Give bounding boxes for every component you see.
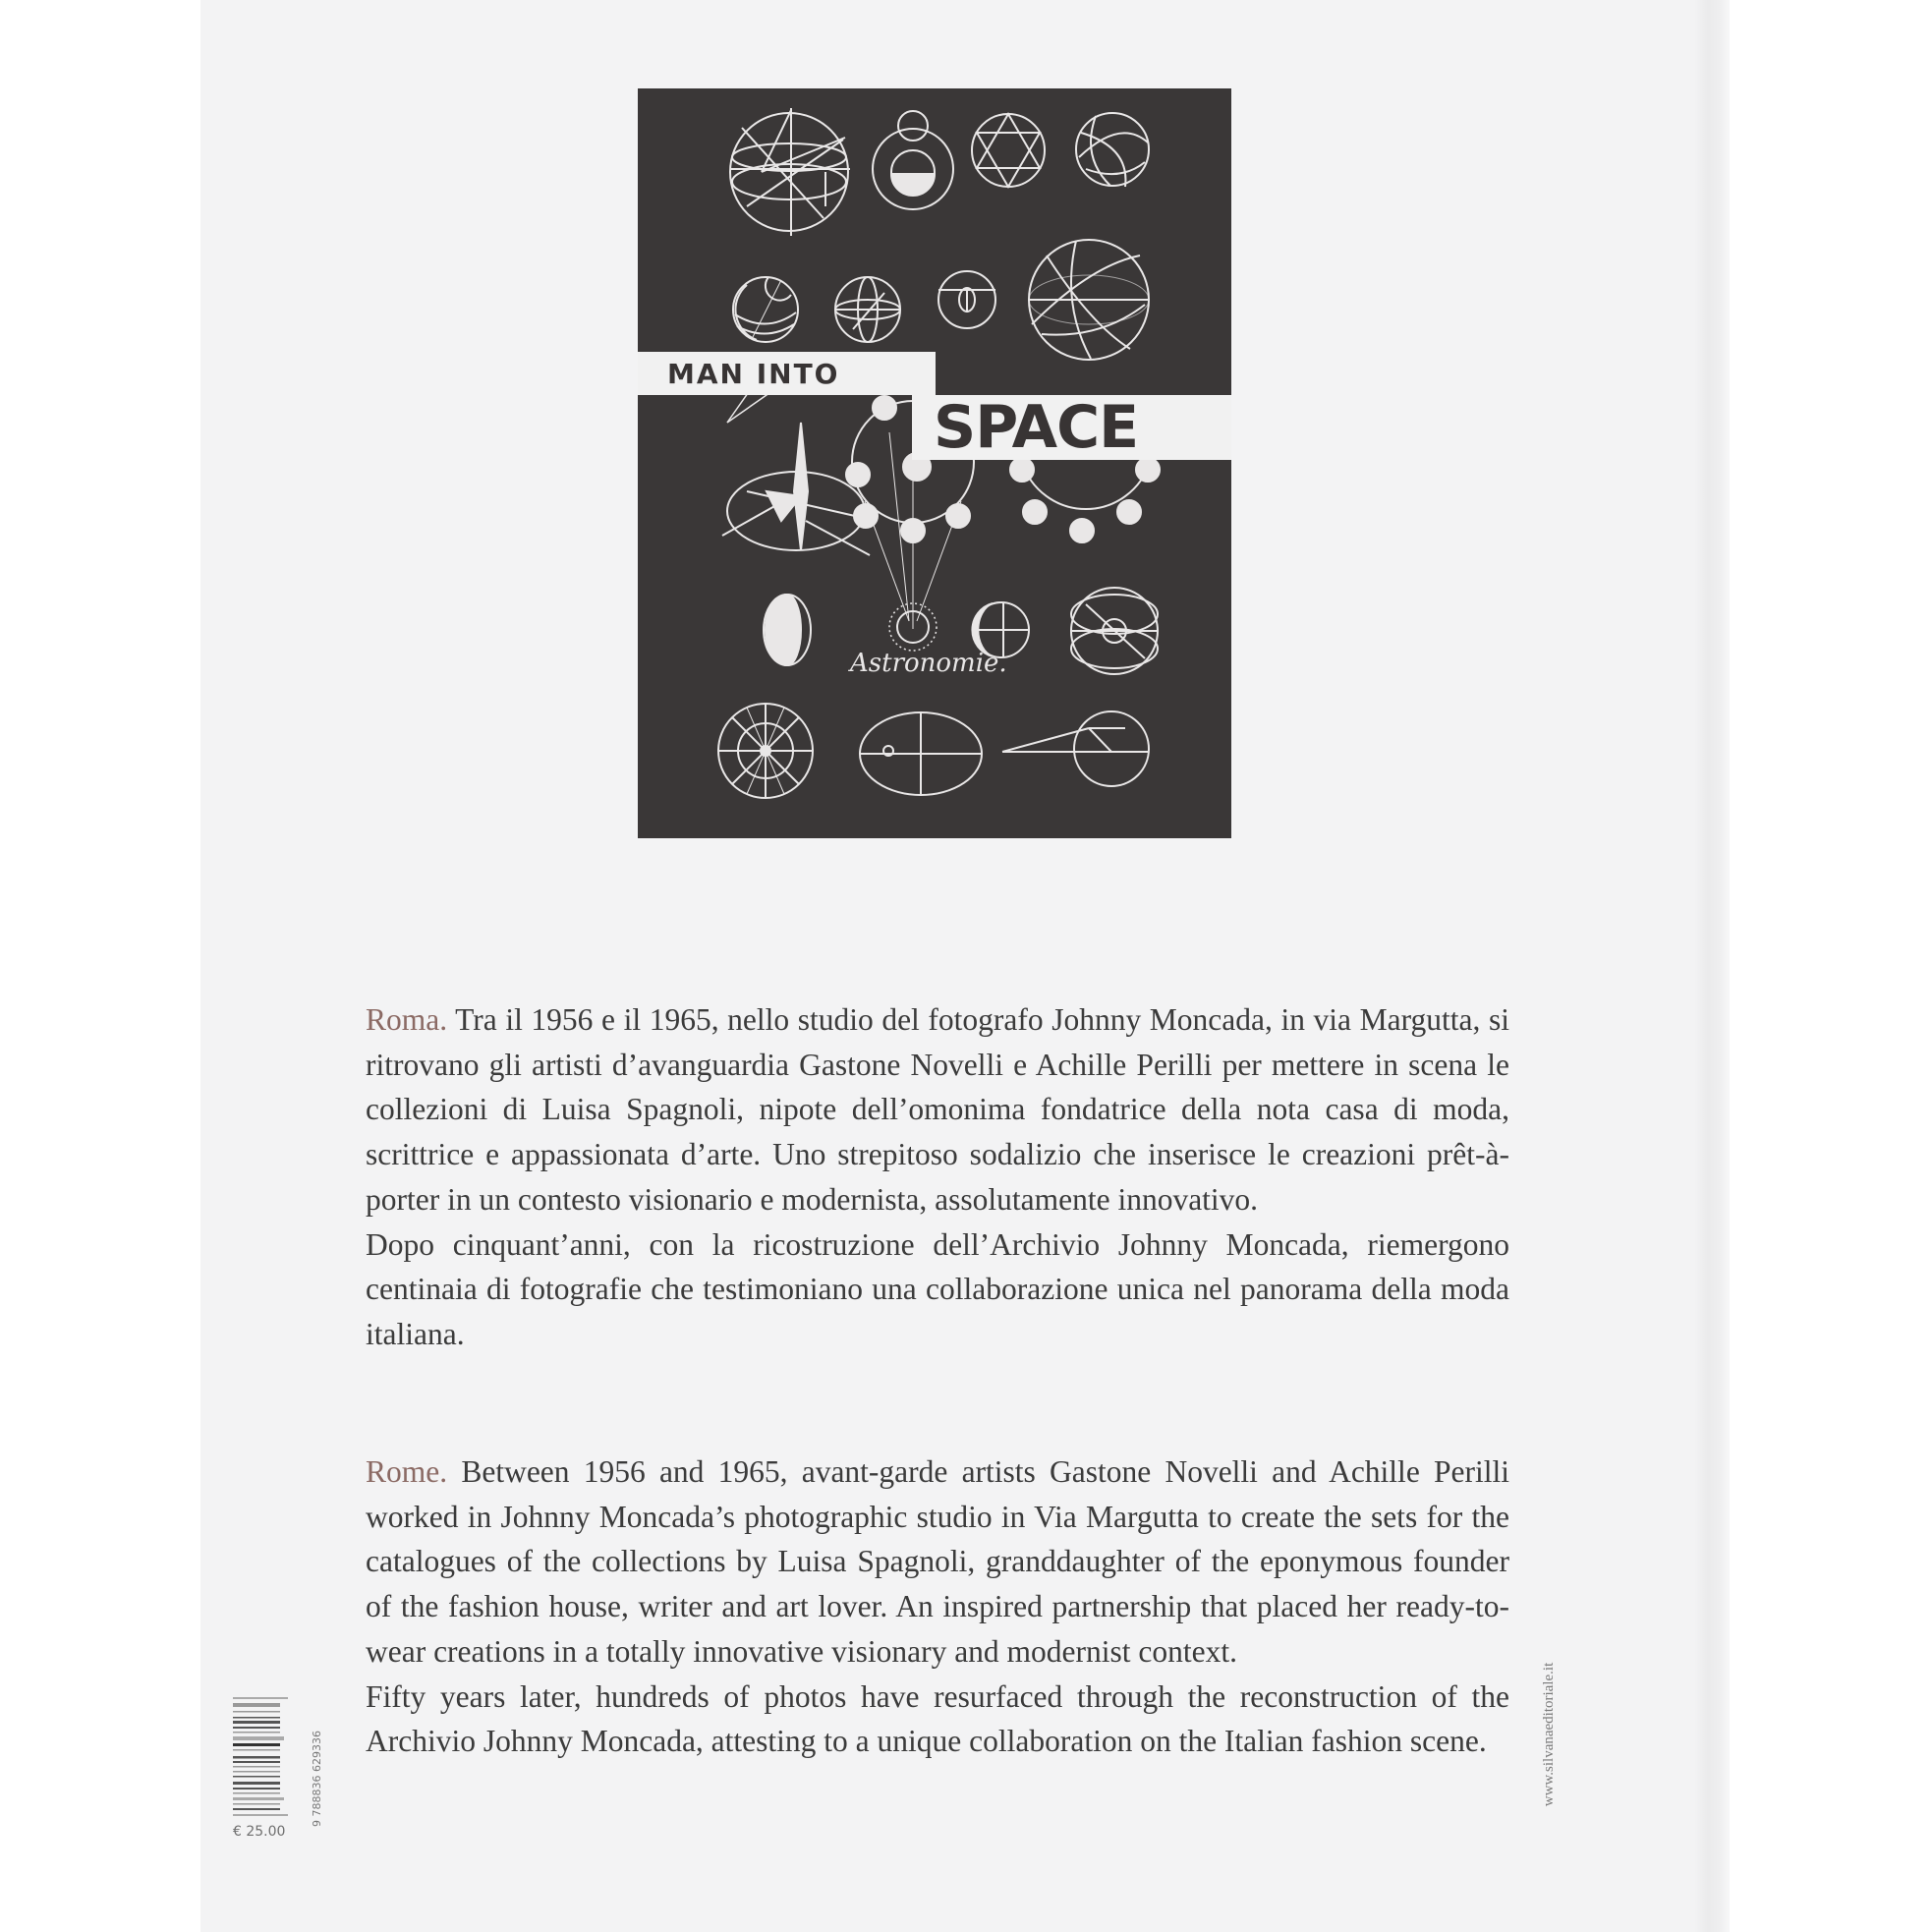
figure-17-ellipse-icon <box>860 712 982 795</box>
figure-15-orbits-icon <box>1071 588 1158 674</box>
cover-title-line1: MAN INTO <box>667 357 840 390</box>
figure-3-hexagram-icon <box>972 114 1045 187</box>
english-paragraph-1-text: Between 1956 and 1965, avant-garde artists Gastone Novelli and Achille Perilli worked in Johnny Moncada’s photographic studio in Via Margutta to create the sets for the catalogues of the collections by Luisa Spagnoli, granddaughter of the eponymous founder of the fashion house, writer and art lover. An inspired partnership that placed her ready-to-wear creations in a totally innovative visionary and modernist context. <box>366 1454 1509 1669</box>
figure-2-earth-icon <box>873 111 953 209</box>
english-description <box>366 1449 1509 1764</box>
publisher-url: www.silvanaeditoriale.it <box>1541 1662 1557 1807</box>
english-paragraph-1 <box>366 1449 1509 1675</box>
figure-10-orbit-icon <box>1010 458 1160 542</box>
english-paragraph-2: Fifty years later, hundreds of photos have resurfaced through the reconstruction of the Archivio Johnny Moncada, attesting to a unique collaboration on the Italian fashion scene. <box>366 1678 1509 1759</box>
figure-12-moon-icon <box>764 595 811 665</box>
plate-caption: Astronomie. <box>850 649 1007 678</box>
title-band-space <box>912 395 1231 460</box>
figure-4-sphere-icon <box>1076 113 1149 187</box>
figure-9-compass-icon <box>722 373 870 555</box>
figure-8-celestial-sphere-icon <box>1029 240 1149 360</box>
figure-5-sphere-icon <box>733 277 798 342</box>
figure-6-globe-icon <box>835 277 900 342</box>
barcode-icon <box>233 1697 288 1817</box>
figure-18-parallax-icon <box>1002 711 1149 786</box>
english-lead-word: Rome. <box>366 1454 448 1489</box>
figure-16-zodiac-wheel-icon <box>718 704 813 798</box>
italian-paragraph-2: Dopo cinquant’anni, con la ricostruzione dell’Archivio Johnny Moncada, riemergono centinaia di fotografie che testimoniano una collaborazione unica nel panorama della moda italiana. <box>366 1226 1509 1351</box>
figure-7-globe-icon <box>938 271 995 328</box>
title-band-man-into <box>638 352 936 395</box>
figure-1-sphere-icon <box>730 108 850 236</box>
italian-paragraph-1 <box>366 997 1509 1222</box>
isbn-digits: 9 788836 629336 <box>310 1731 323 1827</box>
italian-description <box>366 997 1509 1357</box>
italian-paragraph-1-text: Tra il 1956 e il 1965, nello studio del fotografo Johnny Moncada, in via Margutta, si ritrovano gli artisti d’avanguardia Gastone Novelli e Achille Perilli per mettere in scena le collezioni di Luisa Spagnoli, nipote dell’omonima fondatrice della nota casa di moda, scrittrice e appassionata d’arte. Uno strepitoso sodalizio che inserisce le creazioni prêt-à-porter in un contesto visionario e modernista, assolutamente innovativo. <box>366 1002 1509 1217</box>
italian-lead-word: Roma. <box>366 1002 448 1037</box>
cover-title-line2: SPACE <box>934 393 1139 462</box>
price-label: € 25.00 <box>233 1824 286 1840</box>
